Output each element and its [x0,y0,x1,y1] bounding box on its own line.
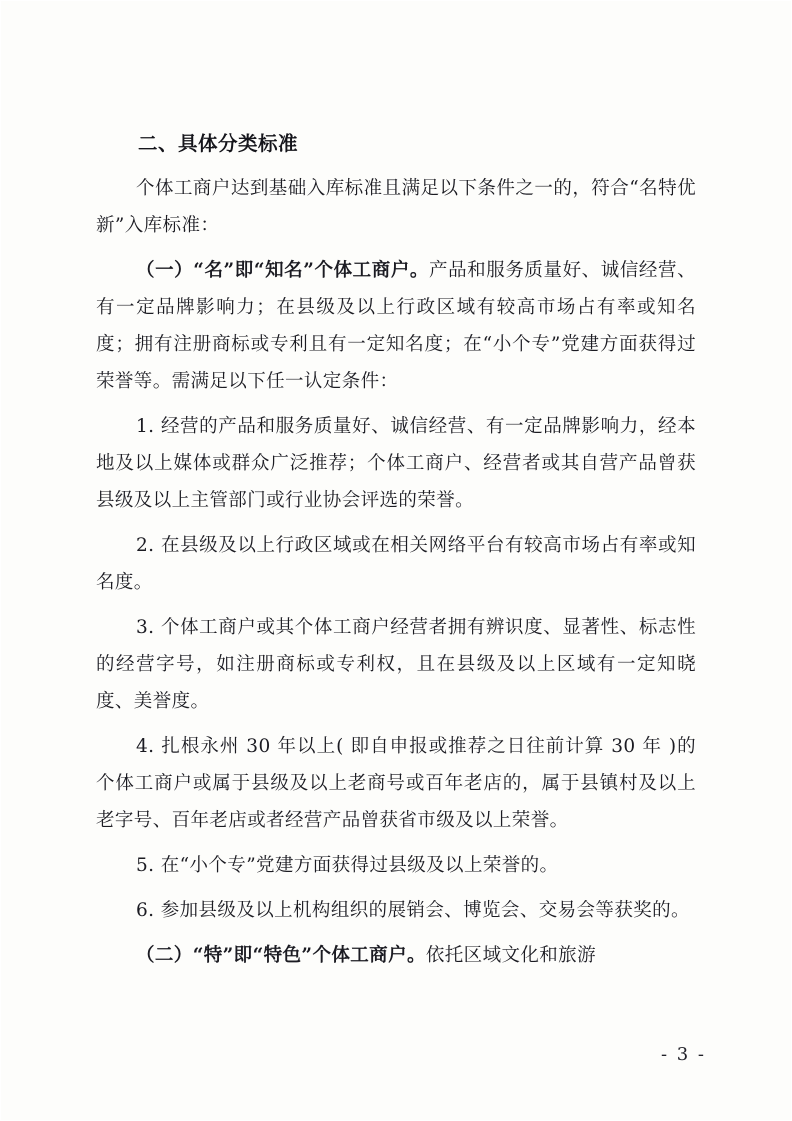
paragraph-item-1-3: 3. 个体工商户或其个体工商户经营者拥有辨识度、显著性、标志性的经营字号，如注册商标或专利权，且在县级及以上区域有一定知晓度、美誉度。 [96,617,696,712]
item-one-text: 产品和服务质量好、诚信经营、有一定品牌影响力；在县级及以上行政区域有较高市场占有率或知名度；拥有注册商标或专利且有一定知名度；在“小个专”党建方面获得过荣誉等。需满足以下任一认定条件： [96,260,696,392]
paragraph-item-one [96,252,696,400]
paragraph-intro: 个体工商户达到基础入库标准且满足以下条件之一的，符合“名特优新”入库标准： [96,178,696,236]
section-heading: 二、具体分类标准 [138,132,299,155]
item-two-lead: （二）“特”即“特色”个体工商户。 [136,945,426,966]
paragraph-item-two [96,937,696,974]
paragraph-item-1-1: 1. 经营的产品和服务质量好、诚信经营、有一定品牌影响力，经本地及以上媒体或群众广泛推荐；个体工商户、经营者或其自营产品曾获县级及以上主管部门或行业协会评选的荣誉。 [96,416,696,511]
document-body [96,128,696,982]
paragraph-item-1-5: 5. 在“小个专”党建方面获得过县级及以上荣誉的。 [136,855,559,876]
paragraph-item-1-6: 6. 参加县级及以上机构组织的展销会、博览会、交易会等获奖的。 [136,900,690,921]
paragraph-item-1-2: 2. 在县级及以上行政区域或在相关网络平台有较高市场占有率或知名度。 [96,535,696,593]
page-number: - 3 - [660,1044,706,1065]
item-one-lead: （一）“名”即“知名”个体工商户。 [136,260,429,281]
item-two-text: 依托区域文化和旅游 [425,945,596,966]
paragraph-item-1-4: 4. 扎根永州 30 年以上( 即自申报或推荐之日往前计算 30 年 )的个体工商户或属于县级及以上老商号或百年老店的，属于县镇村及以上老字号、百年老店或者经营产品曾获省市级及以上荣誉。 [96,736,696,831]
